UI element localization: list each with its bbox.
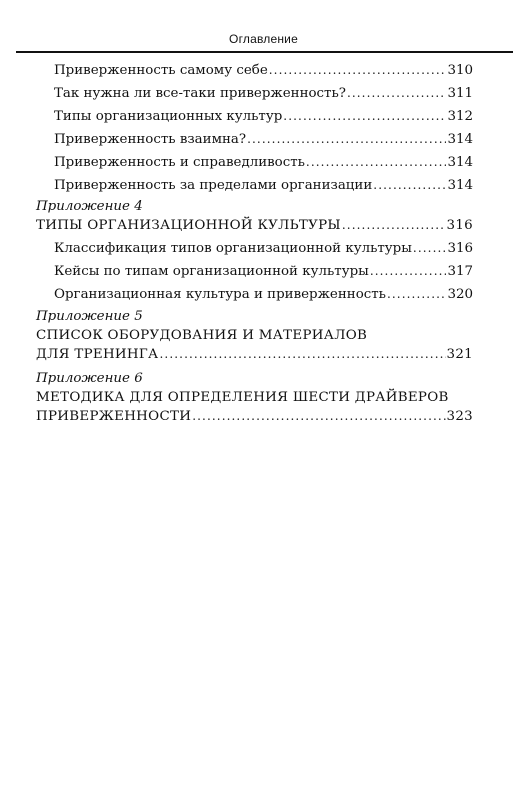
appendix-4-title: ТИПЫ ОРГАНИЗАЦИОННОЙ КУЛЬТУРЫ xyxy=(36,218,341,233)
toc-entry-title: Приверженность за пределами организации xyxy=(54,178,373,193)
toc-entry-title: Типы организационных культур xyxy=(54,109,283,124)
toc-entry-page: 320 xyxy=(447,287,473,302)
dot-leader xyxy=(283,109,446,123)
appendix-5-page: 321 xyxy=(446,347,473,362)
appendix-5-entry[interactable] xyxy=(36,347,473,362)
toc-entry-title: Приверженность и справедливость xyxy=(54,155,305,170)
toc-entry[interactable] xyxy=(54,63,473,78)
dot-leader xyxy=(387,287,446,301)
toc-entry-title: Кейсы по типам организационной культуры xyxy=(54,264,369,279)
toc-entry[interactable] xyxy=(54,132,473,147)
appendix-6-label: Приложение 6 xyxy=(36,371,143,386)
toc-entry[interactable] xyxy=(54,287,473,302)
toc-entry[interactable] xyxy=(54,241,473,256)
dot-leader xyxy=(192,409,445,423)
header-rule xyxy=(16,51,513,53)
dot-leader xyxy=(342,218,446,232)
appendix-5-title-line-2: ДЛЯ ТРЕНИНГА xyxy=(36,347,159,362)
toc-entry-page: 316 xyxy=(447,241,473,256)
toc-entry[interactable] xyxy=(54,155,473,170)
dot-leader xyxy=(306,155,447,169)
dot-leader xyxy=(269,63,447,77)
running-header: Оглавление xyxy=(229,32,298,46)
dot-leader xyxy=(160,347,446,361)
appendix-4-page: 316 xyxy=(446,218,473,233)
toc-entry[interactable] xyxy=(54,86,473,101)
toc-entry-page: 317 xyxy=(447,264,473,279)
toc-entry-page: 312 xyxy=(447,109,473,124)
dot-leader xyxy=(413,241,447,255)
appendix-4-label: Приложение 4 xyxy=(36,199,143,214)
toc-entry-title: Организационная культура и приверженность xyxy=(54,287,386,302)
toc-entry-page: 311 xyxy=(447,86,473,101)
toc-entry[interactable] xyxy=(54,178,473,193)
appendix-5-title-line-1: СПИСОК ОБОРУДОВАНИЯ И МАТЕРИАЛОВ xyxy=(36,328,368,343)
appendix-6-title-line-2: ПРИВЕРЖЕННОСТИ xyxy=(36,409,192,424)
toc-entry-page: 314 xyxy=(447,178,473,193)
toc-entry-title: Так нужна ли все-таки приверженность? xyxy=(54,86,346,101)
toc-entry-page: 310 xyxy=(447,63,473,78)
toc-entry-page: 314 xyxy=(447,132,473,147)
toc-entry-title: Классификация типов организационной культуры xyxy=(54,241,412,256)
toc-entry-title: Приверженность взаимна? xyxy=(54,132,247,147)
appendix-4-entry[interactable] xyxy=(36,218,473,233)
dot-leader xyxy=(373,178,446,192)
dot-leader xyxy=(370,264,447,278)
dot-leader xyxy=(247,132,446,146)
toc-entry[interactable] xyxy=(54,264,473,279)
appendix-6-title-line-1: МЕТОДИКА ДЛЯ ОПРЕДЕЛЕНИЯ ШЕСТИ ДРАЙВЕРОВ xyxy=(36,390,449,405)
dot-leader xyxy=(347,86,447,100)
appendix-6-page: 323 xyxy=(446,409,473,424)
toc-entry-title: Приверженность самому себе xyxy=(54,63,268,78)
appendix-6-entry[interactable] xyxy=(36,409,473,424)
appendix-5-label: Приложение 5 xyxy=(36,309,143,324)
toc-entry[interactable] xyxy=(54,109,473,124)
toc-entry-page: 314 xyxy=(447,155,473,170)
